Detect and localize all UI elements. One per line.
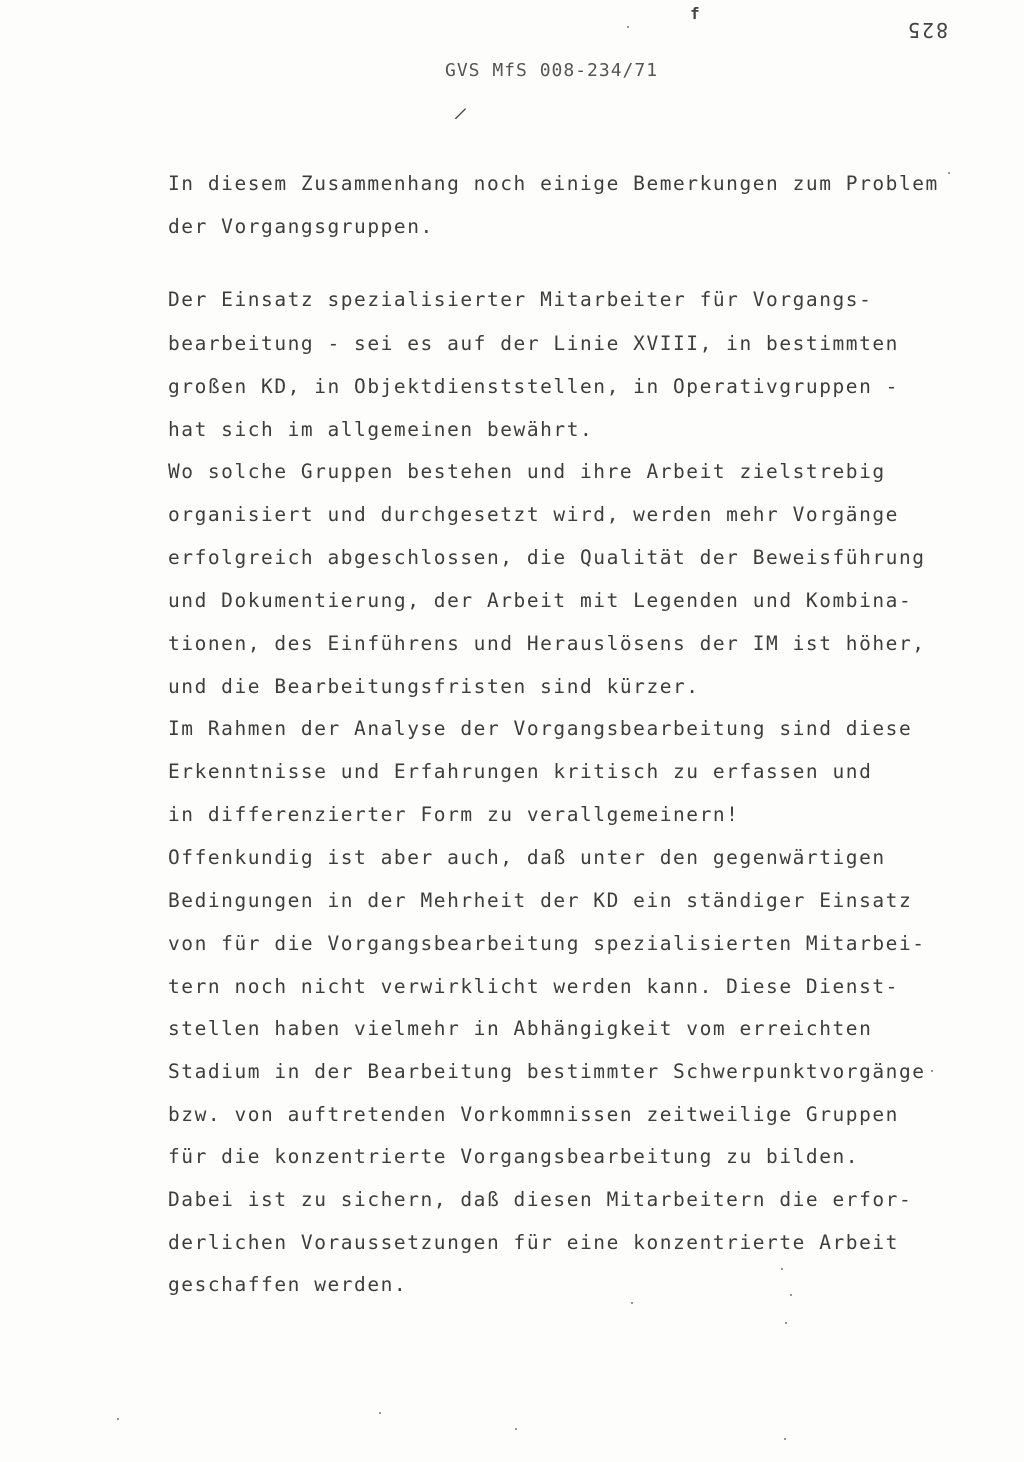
scan-speck <box>117 1418 119 1420</box>
text-line: und Dokumentierung, der Arbeit mit Legenden und Kombina- <box>168 589 913 612</box>
text-line: der Vorgangsgruppen. <box>168 215 434 238</box>
text-line: Bedingungen in der Mehrheit der KD ein ständiger Einsatz <box>168 889 913 912</box>
text-line: Stadium in der Bearbeitung bestimmter Schwerpunktvorgänge <box>168 1060 926 1083</box>
text-line: Offenkundig ist aber auch, daß unter den gegenwärtigen <box>168 846 886 869</box>
scan-speck <box>781 1268 783 1270</box>
scan-speck <box>631 1302 633 1304</box>
scan-speck <box>784 1438 786 1440</box>
scan-speck <box>948 172 950 174</box>
margin-mark: f <box>690 4 700 23</box>
text-line: von für die Vorgangsbearbeitung spezialisierten Mitarbei- <box>168 932 926 955</box>
scan-speck <box>790 1294 792 1296</box>
text-line: bearbeitung - sei es auf der Linie XVIII, in bestimmten <box>168 332 899 355</box>
scan-speck <box>627 26 629 28</box>
scan-speck <box>785 1322 787 1324</box>
text-line: und die Bearbeitungsfristen sind kürzer. <box>168 675 700 698</box>
text-line: Im Rahmen der Analyse der Vorgangsbearbeitung sind diese <box>168 717 913 740</box>
text-line: bzw. von auftretenden Vorkommnissen zeitweilige Gruppen <box>168 1103 899 1126</box>
scan-speck <box>379 1412 381 1414</box>
scan-speck <box>931 1070 933 1072</box>
text-line: geschaffen werden. <box>168 1273 408 1296</box>
scan-speck <box>515 1428 517 1430</box>
text-line: Der Einsatz spezialisierter Mitarbeiter für Vorgangs- <box>168 288 873 311</box>
tick-mark: / <box>453 102 469 125</box>
text-line: stellen haben vielmehr in Abhängigkeit vom erreichten <box>168 1017 873 1040</box>
document-reference: GVS MfS 008-234/71 <box>445 60 659 81</box>
text-line: hat sich im allgemeinen bewährt. <box>168 418 594 441</box>
text-line: In diesem Zusammenhang noch einige Bemerkungen zum Problem <box>168 172 939 195</box>
text-line: Wo solche Gruppen bestehen und ihre Arbeit zielstrebig <box>168 460 886 483</box>
text-line: Erkenntnisse und Erfahrungen kritisch zu erfassen und <box>168 760 873 783</box>
text-line: großen KD, in Objektdienststellen, in Operativgruppen - <box>168 375 899 398</box>
text-line: für die konzentrierte Vorgangsbearbeitung zu bilden. <box>168 1145 860 1168</box>
text-line: tionen, des Einführens und Herauslösens der IM ist höher, <box>168 632 926 655</box>
text-line: in differenzierter Form zu verallgemeinern! <box>168 803 740 826</box>
text-line: derlichen Voraussetzungen für eine konzentrierte Arbeit <box>168 1231 899 1254</box>
page-number: 825 <box>906 18 949 42</box>
text-line: Dabei ist zu sichern, daß diesen Mitarbeitern die erfor- <box>168 1188 913 1211</box>
text-line: tern noch nicht verwirklicht werden kann. Diese Dienst- <box>168 975 899 998</box>
text-line: erfolgreich abgeschlossen, die Qualität der Beweisführung <box>168 546 926 569</box>
text-line: organisiert und durchgesetzt wird, werden mehr Vorgänge <box>168 503 899 526</box>
